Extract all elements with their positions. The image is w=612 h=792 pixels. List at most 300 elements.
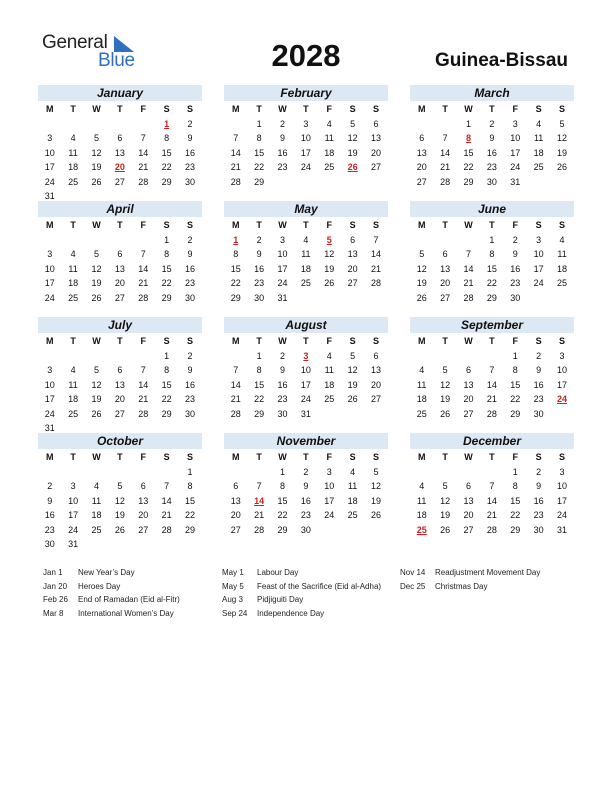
- day: 31: [44, 423, 55, 433]
- day: 15: [510, 495, 521, 506]
- day: 17: [44, 394, 55, 404]
- weekday-header: W: [92, 336, 101, 346]
- day: 8: [256, 365, 262, 375]
- day: 13: [114, 263, 125, 274]
- day: 16: [533, 495, 544, 506]
- day: 19: [440, 510, 451, 520]
- weekday-header: F: [326, 452, 332, 462]
- day: 14: [138, 379, 149, 390]
- weekday-header: S: [373, 104, 380, 114]
- day: 24: [533, 278, 544, 288]
- holiday-name: Pidjiguiti Day: [257, 595, 304, 604]
- day: 8: [279, 481, 285, 491]
- day: 21: [254, 510, 265, 520]
- country-title: Guinea-Bissau: [434, 50, 568, 71]
- holiday-date: Sep 24: [222, 608, 248, 618]
- day: 6: [140, 481, 146, 491]
- weekday-header: M: [231, 452, 240, 462]
- day: 3: [47, 133, 53, 143]
- day: 29: [510, 408, 521, 419]
- day: 22: [254, 162, 265, 172]
- empty-day: [108, 465, 131, 480]
- empty-day: [224, 465, 247, 480]
- weekday-header: S: [535, 220, 542, 230]
- weekday-header: S: [187, 452, 194, 462]
- day: 1: [164, 234, 170, 245]
- weekday-header: S: [163, 452, 170, 462]
- day: 6: [117, 365, 123, 375]
- month-grid: [38, 334, 202, 436]
- day: 16: [185, 379, 196, 390]
- day: 18: [68, 394, 79, 404]
- weekday-header: S: [559, 104, 566, 114]
- holiday-row: [43, 580, 223, 594]
- day: 31: [277, 292, 288, 303]
- day: 24: [300, 162, 311, 172]
- day: 13: [416, 147, 427, 158]
- weekday-header: T: [489, 220, 495, 230]
- weekday-header: S: [373, 220, 380, 230]
- empty-day: [61, 233, 84, 248]
- weekday-header: T: [442, 452, 448, 462]
- month-grid: [224, 450, 388, 537]
- day: 21: [440, 162, 451, 172]
- day: 16: [300, 495, 311, 506]
- day: 31: [44, 191, 55, 201]
- day: 15: [161, 263, 172, 274]
- holiday-row: [222, 593, 402, 607]
- day: 27: [230, 524, 241, 535]
- day: 3: [559, 466, 565, 477]
- day: 1: [489, 234, 495, 245]
- holiday-row: [400, 566, 580, 580]
- day: 2: [187, 350, 193, 361]
- day: 9: [303, 481, 309, 491]
- day: 16: [254, 263, 265, 274]
- month-grid: [410, 450, 574, 537]
- day: 30: [185, 292, 196, 303]
- day: 8: [512, 365, 518, 375]
- day: 15: [185, 495, 196, 506]
- day: 25: [68, 176, 79, 187]
- day: 24: [510, 162, 521, 172]
- day: 12: [91, 263, 102, 274]
- day: 18: [416, 394, 427, 404]
- day: 26: [324, 278, 335, 288]
- day: 17: [300, 147, 311, 158]
- day: 19: [371, 495, 382, 506]
- day: 4: [419, 481, 425, 491]
- day: 12: [114, 495, 125, 506]
- day: 18: [300, 263, 311, 274]
- month-title: April: [38, 201, 202, 217]
- weekday-header: F: [326, 336, 332, 346]
- day: 17: [68, 510, 79, 520]
- day: 1: [279, 466, 285, 477]
- day: 26: [91, 176, 102, 187]
- weekday-header: T: [442, 336, 448, 346]
- day: 2: [256, 234, 262, 245]
- day: 12: [440, 495, 451, 506]
- day: 23: [510, 278, 521, 288]
- day: 30: [533, 408, 544, 419]
- holiday-row: [222, 566, 402, 580]
- weekday-header: F: [326, 104, 332, 114]
- holiday-day: 25: [416, 524, 427, 535]
- day: 10: [277, 249, 288, 259]
- weekday-header: W: [278, 336, 287, 346]
- day: 13: [371, 133, 382, 143]
- day: 10: [44, 147, 55, 158]
- weekday-header: S: [163, 336, 170, 346]
- day: 9: [536, 365, 542, 375]
- day: 12: [347, 133, 358, 143]
- day: 5: [350, 118, 356, 129]
- day: 26: [440, 524, 451, 535]
- day: 3: [559, 350, 565, 361]
- day: 2: [47, 481, 53, 491]
- empty-day: [38, 117, 61, 132]
- day: 30: [185, 408, 196, 419]
- weekday-header: T: [256, 452, 262, 462]
- day: 26: [416, 292, 427, 303]
- month-title: July: [38, 317, 202, 333]
- empty-day: [132, 117, 155, 132]
- day: 31: [510, 176, 521, 187]
- empty-day: [132, 233, 155, 248]
- day: 29: [254, 408, 265, 419]
- day: 19: [347, 147, 358, 158]
- day: 17: [557, 495, 568, 506]
- day: 27: [463, 408, 474, 419]
- day: 13: [347, 249, 358, 259]
- day: 9: [187, 249, 193, 259]
- holiday-date: Nov 14: [400, 568, 426, 577]
- day: 14: [230, 379, 241, 390]
- day: 11: [533, 133, 544, 143]
- day: 29: [230, 292, 241, 303]
- month-september: [410, 317, 574, 421]
- weekday-header: T: [70, 336, 76, 346]
- weekday-header: F: [140, 104, 146, 114]
- day: 9: [279, 365, 285, 375]
- day: 21: [486, 394, 497, 404]
- day: 1: [512, 350, 518, 361]
- holiday-row: [400, 580, 580, 594]
- weekday-header: F: [512, 452, 518, 462]
- day: 25: [68, 292, 79, 303]
- holiday-column: [222, 566, 402, 620]
- day: 29: [161, 408, 172, 419]
- empty-day: [85, 233, 108, 248]
- day: 27: [347, 278, 358, 288]
- day: 30: [185, 176, 196, 187]
- weekday-header: W: [464, 104, 473, 114]
- month-grid: [224, 102, 388, 189]
- holiday-row: [222, 580, 402, 594]
- month-december: [410, 433, 574, 537]
- weekday-header: S: [373, 452, 380, 462]
- day: 20: [463, 394, 474, 404]
- day: 16: [277, 379, 288, 390]
- empty-day: [85, 465, 108, 480]
- weekday-header: M: [417, 452, 426, 462]
- day: 9: [512, 249, 518, 259]
- day: 22: [161, 278, 172, 288]
- day: 11: [557, 249, 567, 259]
- weekday-header: S: [559, 336, 566, 346]
- day: 6: [465, 481, 471, 491]
- day: 2: [536, 466, 542, 477]
- day: 27: [138, 524, 149, 535]
- day: 8: [256, 133, 262, 143]
- day: 19: [347, 379, 358, 390]
- empty-day: [132, 465, 155, 480]
- day: 12: [440, 379, 451, 390]
- day: 22: [230, 278, 241, 288]
- holiday-row: [222, 607, 402, 621]
- day: 25: [91, 524, 102, 535]
- empty-day: [38, 349, 61, 364]
- day: 1: [512, 466, 518, 477]
- month-title: June: [410, 201, 574, 217]
- day: 4: [93, 481, 99, 491]
- day: 9: [536, 481, 542, 491]
- day: 30: [510, 292, 521, 303]
- weekday-header: M: [417, 336, 426, 346]
- day: 27: [371, 394, 382, 404]
- day: 26: [91, 408, 102, 419]
- day: 24: [68, 524, 79, 535]
- weekday-header: T: [117, 220, 123, 230]
- month-grid: [38, 450, 202, 552]
- weekday-header: T: [256, 336, 262, 346]
- day: 4: [70, 133, 76, 143]
- empty-day: [108, 349, 131, 364]
- day: 23: [185, 394, 196, 404]
- day: 29: [161, 292, 172, 303]
- empty-day: [410, 233, 433, 248]
- weekday-header: S: [163, 220, 170, 230]
- holiday-day: 14: [254, 495, 265, 506]
- day: 21: [138, 162, 149, 172]
- month-february: [224, 85, 388, 189]
- day: 20: [416, 162, 427, 172]
- empty-day: [155, 465, 178, 480]
- month-title: September: [410, 317, 574, 333]
- day: 25: [68, 408, 79, 419]
- weekday-header: W: [278, 452, 287, 462]
- day: 17: [277, 263, 288, 274]
- weekday-header: T: [303, 220, 309, 230]
- day: 6: [350, 234, 356, 245]
- day: 4: [70, 365, 76, 375]
- weekday-header: W: [464, 452, 473, 462]
- holiday-day: 26: [347, 162, 358, 172]
- day: 26: [371, 510, 382, 520]
- day: 17: [44, 162, 55, 172]
- holiday-day: 8: [465, 133, 471, 143]
- day: 28: [230, 408, 241, 419]
- day: 23: [185, 278, 196, 288]
- day: 13: [138, 495, 149, 506]
- day: 10: [324, 481, 335, 491]
- weekday-header: T: [117, 452, 123, 462]
- holiday-day: 1: [164, 118, 170, 129]
- month-grid: [224, 334, 388, 421]
- weekday-header: T: [256, 220, 262, 230]
- day: 7: [489, 481, 495, 491]
- weekday-header: S: [349, 104, 356, 114]
- day: 23: [300, 510, 311, 520]
- day: 11: [68, 147, 78, 158]
- holiday-name: End of Ramadan (Eid al-Fitr): [78, 595, 180, 604]
- day: 5: [442, 365, 448, 375]
- day: 13: [114, 379, 125, 390]
- day: 24: [44, 292, 55, 303]
- day: 14: [440, 147, 451, 158]
- logo-text-blue: Blue: [98, 50, 135, 71]
- day: 27: [114, 176, 125, 187]
- day: 10: [557, 365, 568, 375]
- weekday-header: M: [45, 104, 54, 114]
- day: 23: [254, 278, 265, 288]
- month-november: [224, 433, 388, 537]
- day: 12: [347, 365, 358, 375]
- day: 13: [463, 379, 474, 390]
- day: 14: [486, 495, 497, 506]
- weekday-header: S: [349, 220, 356, 230]
- weekday-header: T: [489, 452, 495, 462]
- month-grid: [38, 102, 202, 204]
- holiday-day: 3: [303, 350, 309, 361]
- day: 20: [114, 278, 125, 288]
- day: 23: [277, 162, 288, 172]
- weekday-header: W: [464, 220, 473, 230]
- holiday-day: 1: [233, 234, 239, 245]
- day: 9: [256, 249, 262, 259]
- empty-day: [433, 465, 456, 480]
- weekday-header: W: [92, 452, 101, 462]
- day: 28: [486, 524, 497, 535]
- day: 15: [463, 147, 474, 158]
- day: 3: [512, 118, 518, 129]
- day: 9: [187, 133, 193, 143]
- day: 3: [47, 249, 53, 259]
- day: 27: [371, 162, 382, 172]
- day: 27: [463, 524, 474, 535]
- day: 2: [489, 118, 495, 129]
- day: 12: [416, 263, 427, 274]
- day: 18: [91, 510, 102, 520]
- holiday-name: Christmas Day: [435, 581, 488, 591]
- day: 11: [68, 263, 78, 274]
- empty-day: [224, 349, 247, 364]
- day: 7: [489, 365, 495, 375]
- weekday-header: S: [187, 104, 194, 114]
- day: 8: [233, 249, 239, 259]
- day: 4: [326, 118, 332, 129]
- day: 8: [512, 481, 518, 491]
- day: 5: [93, 133, 99, 143]
- day: 20: [440, 278, 451, 288]
- empty-day: [480, 349, 503, 364]
- empty-day: [38, 465, 61, 480]
- day: 20: [230, 510, 241, 520]
- day: 15: [254, 147, 265, 158]
- day: 21: [230, 394, 241, 404]
- weekday-header: T: [442, 104, 448, 114]
- month-title: November: [224, 433, 388, 449]
- weekday-header: F: [512, 336, 518, 346]
- day: 21: [463, 278, 474, 288]
- weekday-header: T: [70, 220, 76, 230]
- weekday-header: M: [45, 452, 54, 462]
- weekday-header: M: [417, 104, 426, 114]
- day: 15: [161, 379, 172, 390]
- day: 7: [140, 365, 146, 375]
- empty-day: [85, 349, 108, 364]
- month-title: October: [38, 433, 202, 449]
- empty-day: [410, 117, 433, 132]
- empty-day: [108, 117, 131, 132]
- day: 5: [93, 365, 99, 375]
- day: 30: [44, 539, 55, 549]
- day: 11: [301, 249, 311, 259]
- logo: [42, 32, 142, 72]
- day: 27: [114, 408, 125, 419]
- day: 20: [463, 510, 474, 520]
- weekday-header: W: [92, 104, 101, 114]
- empty-day: [480, 465, 503, 480]
- day: 27: [440, 292, 451, 303]
- day: 30: [300, 524, 311, 535]
- day: 19: [114, 510, 125, 520]
- empty-day: [61, 465, 84, 480]
- weekday-header: S: [373, 336, 380, 346]
- month-march: [410, 85, 574, 189]
- day: 10: [510, 133, 521, 143]
- day: 24: [557, 510, 568, 520]
- empty-day: [410, 349, 433, 364]
- day: 12: [91, 379, 102, 390]
- month-grid: [410, 102, 574, 189]
- day: 24: [44, 176, 55, 187]
- day: 24: [300, 394, 311, 404]
- month-title: January: [38, 85, 202, 101]
- month-grid: [410, 218, 574, 305]
- day: 13: [371, 365, 382, 375]
- day: 6: [465, 365, 471, 375]
- empty-day: [457, 233, 480, 248]
- day: 24: [277, 278, 288, 288]
- day: 19: [557, 147, 568, 158]
- day: 22: [277, 510, 288, 520]
- day: 20: [371, 379, 382, 390]
- holiday-day: 5: [326, 234, 332, 245]
- holiday-day: 20: [114, 162, 125, 172]
- weekday-header: T: [303, 452, 309, 462]
- day: 26: [347, 394, 358, 404]
- month-june: [410, 201, 574, 305]
- day: 30: [254, 292, 265, 303]
- holiday-name: Readjustment Movement Day: [435, 568, 541, 577]
- day: 20: [347, 263, 358, 274]
- day: 15: [277, 495, 288, 506]
- month-title: May: [224, 201, 388, 217]
- day: 11: [68, 379, 78, 390]
- empty-day: [108, 233, 131, 248]
